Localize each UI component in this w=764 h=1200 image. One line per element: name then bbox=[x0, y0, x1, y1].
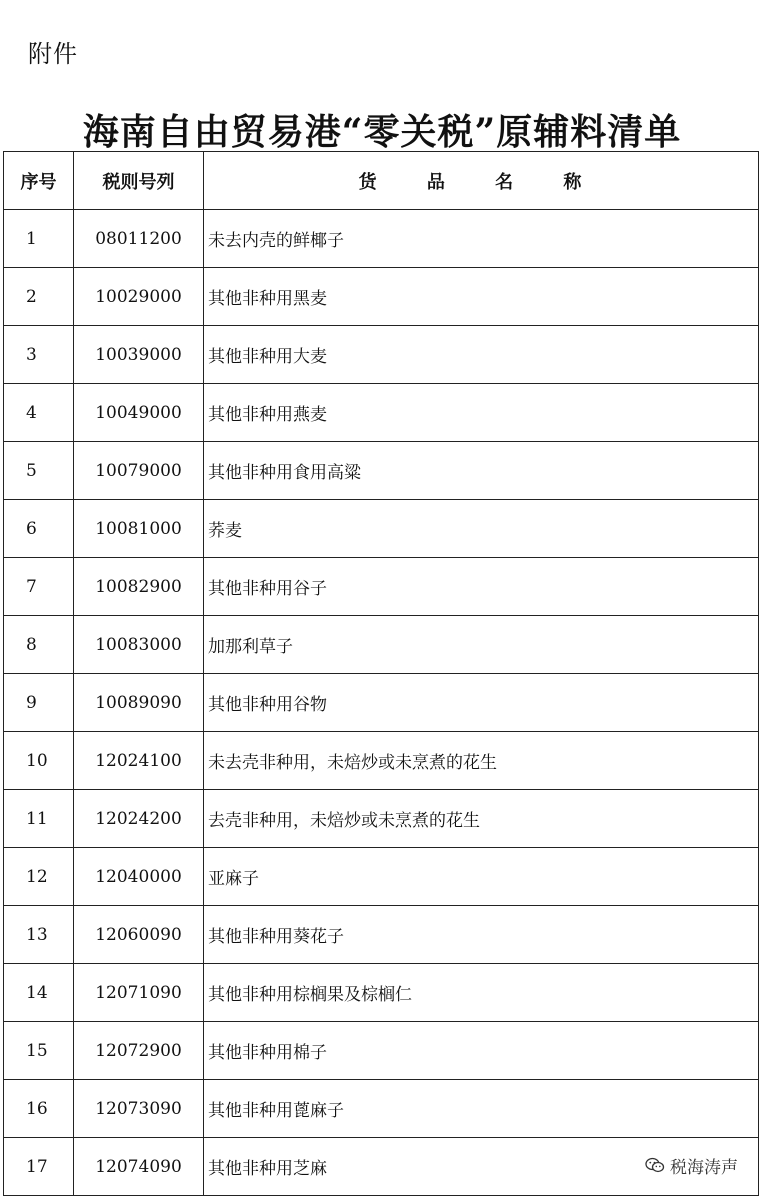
tariff-code: 12074090 bbox=[74, 1138, 204, 1196]
row-number: 16 bbox=[4, 1080, 74, 1138]
tariff-code: 10082900 bbox=[74, 558, 204, 616]
table-row bbox=[4, 500, 759, 558]
watermark-text: 税海涛声 bbox=[670, 1158, 738, 1178]
column-header-no: 序号 bbox=[4, 152, 74, 210]
row-number: 15 bbox=[4, 1022, 74, 1080]
tariff-code: 10083000 bbox=[74, 616, 204, 674]
tariff-code: 10089090 bbox=[74, 674, 204, 732]
tariff-code: 12024200 bbox=[74, 790, 204, 848]
goods-name: 未去内壳的鲜椰子 bbox=[204, 210, 759, 268]
goods-name: 其他非种用棉子 bbox=[204, 1022, 759, 1080]
tariff-code: 12024100 bbox=[74, 732, 204, 790]
row-number: 7 bbox=[4, 558, 74, 616]
goods-name: 其他非种用谷物 bbox=[204, 674, 759, 732]
row-number: 3 bbox=[4, 326, 74, 384]
table-row bbox=[4, 210, 759, 268]
table-row bbox=[4, 964, 759, 1022]
table-body bbox=[4, 210, 759, 1196]
row-number: 8 bbox=[4, 616, 74, 674]
tariff-code: 12040000 bbox=[74, 848, 204, 906]
table-row bbox=[4, 906, 759, 964]
goods-name: 其他非种用燕麦 bbox=[204, 384, 759, 442]
row-number: 10 bbox=[4, 732, 74, 790]
row-number: 11 bbox=[4, 790, 74, 848]
goods-name: 其他非种用大麦 bbox=[204, 326, 759, 384]
goods-name: 其他非种用食用高粱 bbox=[204, 442, 759, 500]
goods-name: 荞麦 bbox=[204, 500, 759, 558]
table-row bbox=[4, 616, 759, 674]
row-number: 14 bbox=[4, 964, 74, 1022]
tariff-code: 10039000 bbox=[74, 326, 204, 384]
table-row bbox=[4, 384, 759, 442]
table-row bbox=[4, 1080, 759, 1138]
goods-name: 其他非种用黑麦 bbox=[204, 268, 759, 326]
goods-name: 其他非种用棕榈果及棕榈仁 bbox=[204, 964, 759, 1022]
tariff-code: 10079000 bbox=[74, 442, 204, 500]
tariff-code: 10029000 bbox=[74, 268, 204, 326]
row-number: 12 bbox=[4, 848, 74, 906]
tariff-list-table bbox=[3, 151, 759, 1196]
table-row bbox=[4, 326, 759, 384]
table-row bbox=[4, 674, 759, 732]
table-row bbox=[4, 442, 759, 500]
tariff-code: 10049000 bbox=[74, 384, 204, 442]
table-row bbox=[4, 268, 759, 326]
goods-name: 加那利草子 bbox=[204, 616, 759, 674]
goods-name: 其他非种用葵花子 bbox=[204, 906, 759, 964]
watermark bbox=[641, 1151, 742, 1180]
row-number: 1 bbox=[4, 210, 74, 268]
tariff-code: 12072900 bbox=[74, 1022, 204, 1080]
goods-name: 亚麻子 bbox=[204, 848, 759, 906]
column-header-code: 税则号列 bbox=[74, 152, 204, 210]
tariff-code: 12071090 bbox=[74, 964, 204, 1022]
row-number: 13 bbox=[4, 906, 74, 964]
attachment-label: 附件 bbox=[28, 40, 78, 68]
goods-name: 其他非种用芝麻 bbox=[204, 1138, 759, 1196]
goods-name: 其他非种用谷子 bbox=[204, 558, 759, 616]
table-header-row bbox=[4, 152, 759, 210]
goods-name: 去壳非种用，未焙炒或未烹煮的花生 bbox=[204, 790, 759, 848]
row-number: 5 bbox=[4, 442, 74, 500]
row-number: 4 bbox=[4, 384, 74, 442]
document-title: 海南自由贸易港“零关税”原辅料清单 bbox=[82, 111, 682, 153]
table-row bbox=[4, 1022, 759, 1080]
row-number: 2 bbox=[4, 268, 74, 326]
tariff-code: 12060090 bbox=[74, 906, 204, 964]
table-row bbox=[4, 848, 759, 906]
table-row bbox=[4, 558, 759, 616]
goods-name: 未去壳非种用，未焙炒或未烹煮的花生 bbox=[204, 732, 759, 790]
tariff-code: 10081000 bbox=[74, 500, 204, 558]
tariff-code: 08011200 bbox=[74, 210, 204, 268]
row-number: 9 bbox=[4, 674, 74, 732]
table-row bbox=[4, 732, 759, 790]
row-number: 6 bbox=[4, 500, 74, 558]
row-number: 17 bbox=[4, 1138, 74, 1196]
tariff-code: 12073090 bbox=[74, 1080, 204, 1138]
goods-name: 其他非种用蓖麻子 bbox=[204, 1080, 759, 1138]
table-row bbox=[4, 790, 759, 848]
wechat-icon bbox=[645, 1157, 665, 1174]
column-header-name: 货 品 名 称 bbox=[204, 152, 759, 210]
